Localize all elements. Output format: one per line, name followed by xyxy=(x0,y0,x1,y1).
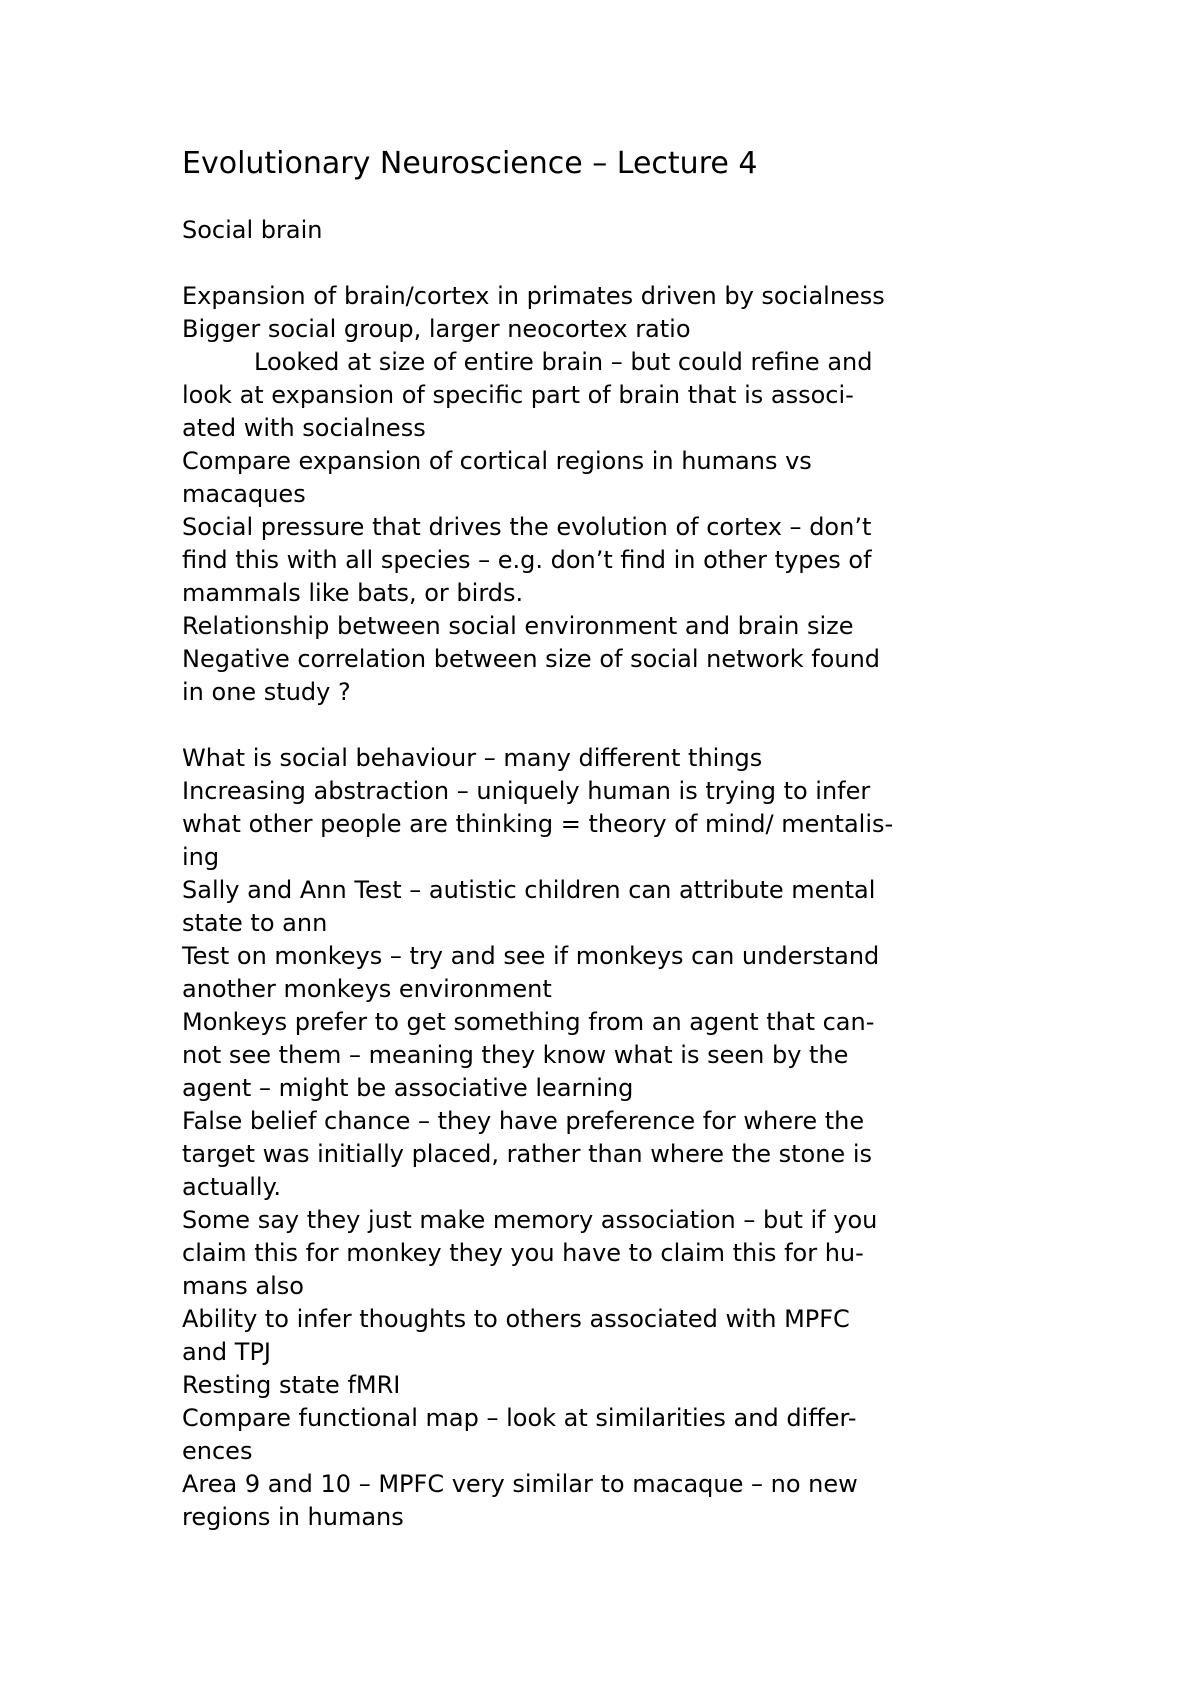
text-line: Monkeys prefer to get something from an agent that can- xyxy=(182,1008,875,1036)
text-line: another monkeys environment xyxy=(182,975,552,1003)
text-line: Social pressure that drives the evolution of cortex – don’t xyxy=(182,513,872,541)
text-line: Increasing abstraction – uniquely human is trying to infer xyxy=(182,777,871,805)
text-line: Compare expansion of cortical regions in humans vs xyxy=(182,447,812,475)
text-line: state to ann xyxy=(182,909,328,937)
text-line: agent – might be associative learning xyxy=(182,1074,634,1102)
text-line: Some say they just make memory association – but if you xyxy=(182,1206,878,1234)
text-line: find this with all species – e.g. don’t find in other types of xyxy=(182,546,872,574)
text-line: False belief chance – they have preference for where the xyxy=(182,1107,865,1135)
text-line: actually. xyxy=(182,1173,281,1201)
text-line: ing xyxy=(182,843,220,871)
text-line-indented: Looked at size of entire brain – but could refine and xyxy=(254,348,873,376)
section-heading: Social brain xyxy=(182,216,323,244)
text-line: look at expansion of specific part of brain that is associ- xyxy=(182,381,854,409)
text-line: and TPJ xyxy=(182,1338,271,1366)
text-line: ated with socialness xyxy=(182,414,426,442)
text-line: in one study ? xyxy=(182,678,351,706)
document-title: Evolutionary Neuroscience – Lecture 4 xyxy=(182,146,758,181)
document-page xyxy=(182,144,1062,1534)
text-line: what other people are thinking = theory of mind/ mentalis- xyxy=(182,810,894,838)
text-line: mammals like bats, or birds. xyxy=(182,579,524,607)
text-line: Compare functional map – look at similarities and differ- xyxy=(182,1404,857,1432)
text-line: Bigger social group, larger neocortex ratio xyxy=(182,315,691,343)
text-line: Resting state fMRI xyxy=(182,1371,401,1399)
blank-line xyxy=(182,709,1062,742)
text-line: target was initially placed, rather than where the stone is xyxy=(182,1140,872,1168)
text-line: claim this for monkey they you have to claim this for hu- xyxy=(182,1239,864,1267)
text-line: Ability to infer thoughts to others associated with MPFC xyxy=(182,1305,850,1333)
text-line: Area 9 and 10 – MPFC very similar to macaque – no new xyxy=(182,1470,858,1498)
text-line: Sally and Ann Test – autistic children can attribute mental xyxy=(182,876,876,904)
text-line: ences xyxy=(182,1437,253,1465)
text-line: regions in humans xyxy=(182,1503,404,1531)
text-line: What is social behaviour – many different things xyxy=(182,744,763,772)
document-body xyxy=(182,280,1062,1534)
text-line: mans also xyxy=(182,1272,304,1300)
text-line: Test on monkeys – try and see if monkeys can understand xyxy=(182,942,880,970)
text-line: not see them – meaning they know what is seen by the xyxy=(182,1041,849,1069)
text-line: Expansion of brain/cortex in primates driven by socialness xyxy=(182,282,885,310)
text-line: Relationship between social environment and brain size xyxy=(182,612,854,640)
text-line: Negative correlation between size of social network found xyxy=(182,645,881,673)
text-line: macaques xyxy=(182,480,306,508)
